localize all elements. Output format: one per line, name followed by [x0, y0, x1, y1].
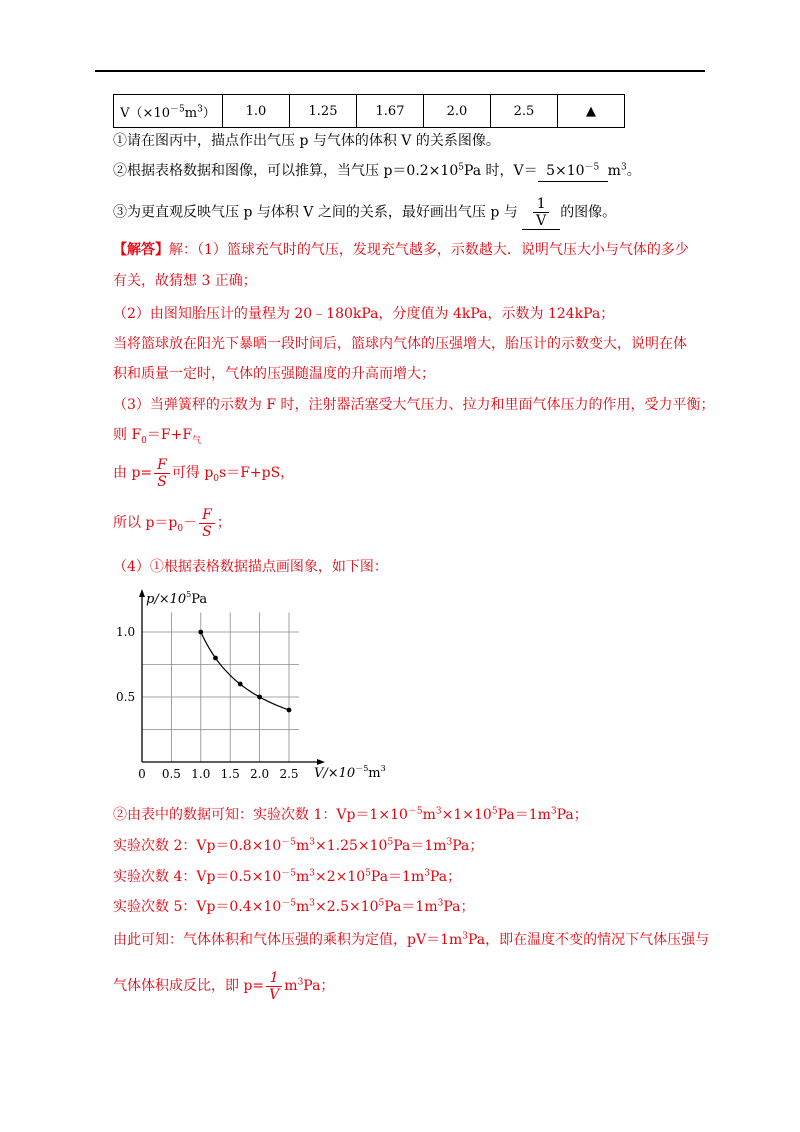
y-tick-label: 1.0: [116, 625, 136, 639]
calc-5: 实验次数 5：$Vp=0.4\times 10^{-5}m^3\times 2.5\times 10^5Pa=1m^3Pa$；: [113, 898, 475, 915]
data-point: [257, 695, 262, 700]
volume-table: [113, 94, 625, 128]
data-point: [213, 656, 218, 661]
question-1: ①请在图丙中，描点作出气压 p 与气体的体积 V 的关系图像。: [113, 133, 500, 149]
x-tick-label: 1.0: [191, 767, 211, 781]
calc-4: 实验次数 4：$Vp=0.5\times 10^{-5}m^3\times 2\times 10^5Pa=1m^3Pa$；: [113, 868, 462, 885]
chart-points: [198, 630, 291, 713]
data-point: [238, 682, 243, 687]
calc-2: 实验次数 2：$Vp=0.8\times 10^{-5}m^3\times 1.25\times 10^5Pa=1m^3Pa$；: [113, 837, 484, 854]
table-header-cell: $V(\times 10^{-5}m^3)$: [114, 95, 223, 128]
x-tick-label: 2.5: [279, 767, 299, 781]
table-cell: 1.67: [357, 95, 424, 128]
table-cell: 2.5: [491, 95, 558, 128]
answer-para-1b: 有关，故猜想 3 正确；: [113, 273, 257, 289]
force-equation: 则 $F_0=F+F_气$: [113, 427, 202, 446]
data-point: [287, 708, 292, 713]
x-tick-label: 2.0: [250, 767, 270, 781]
calc-1: ②由表中的数据可知：实验次数 1：$Vp=1\times 10^{-5}m^3\times 1\times 10^5Pa=1m^3Pa$；: [113, 806, 588, 823]
x-tick-label: 0: [138, 767, 146, 781]
question-3: ③为更直观反映气压 p 与体积 V 之间的关系，最好画出气压 p 与 $\frac{1}{V}$ 的图像。: [113, 196, 617, 229]
y-tick-label: 0.5: [116, 690, 136, 704]
y-axis-label: $p/\times 10^5Pa$: [146, 590, 208, 607]
chart-grid: [142, 613, 299, 763]
question-2: ②根据表格数据和图像，可以推算，当气压 $p=0.2\times 10^5Pa$ 时，$V= 5\times 10^{-5}$ $m^3$。: [113, 161, 641, 182]
conclusion-2: 气体体积成反比，即 p= $\frac{1}{V}$ $m^3Pa$；: [113, 969, 335, 1003]
pressure-equation: 由 p= $\frac{F}{S}$ 可得 $p_0s=F+pS$，: [113, 456, 295, 490]
answer-para-2: （2）由图知胎压计的量程为 20﹣180kPa，分度值为 4kPa，示数为 124kPa；: [113, 306, 615, 322]
table-cell: 1.0: [223, 95, 290, 128]
x-axis-label: $V/\times 10^{-5}m^3$: [314, 764, 386, 781]
pressure-result: 所以 $p=p_0-$ $\frac{F}{S}$ ；: [113, 506, 231, 540]
answer-para-3b: 积和质量一定时，气体的压强随温度的升高而增大；: [113, 366, 435, 382]
x-tick-label: 1.5: [220, 767, 240, 781]
answer-para-4: （3）当弹簧秤的示数为 F 时，注射器活塞受大气压力、拉力和里面气体压力的作用，受力平衡；: [113, 397, 715, 413]
answer-tag: 【解答】: [113, 242, 169, 258]
x-tick-label: 0.5: [161, 767, 181, 781]
header-rule: [95, 70, 705, 72]
x-axis-arrow-icon: [317, 759, 325, 765]
p-v-graph: [112, 585, 402, 785]
answer-para-1: 【解答】解：（1）篮球充气时的气压，发现充气越多，示数越大．说明气压大小与气体的多少: [113, 242, 689, 258]
y-axis-arrow-icon: [139, 589, 145, 597]
question-2-answer: $5\times 10^{-5}$: [538, 161, 608, 182]
table-cell: 1.25: [290, 95, 357, 128]
p-v-curve: [201, 632, 289, 710]
question-3-answer: $\frac{1}{V}$: [522, 196, 560, 230]
answer-para-8: （4）①根据表格数据描点画图象，如下图：: [113, 559, 388, 575]
answer-para-3: 当将篮球放在阳光下暴晒一段时间后，篮球内气体的压强增大，胎压计的示数变大，说明在体: [113, 336, 687, 352]
conclusion-1: 由此可知：气体体积和气体压强的乘积为定值，$pV=1m^3Pa$，即在温度不变的情况下气体压强与: [113, 931, 710, 948]
table-cell: 2.0: [424, 95, 491, 128]
data-point: [198, 630, 203, 635]
triangle-marker-cell: ▲: [558, 95, 625, 128]
